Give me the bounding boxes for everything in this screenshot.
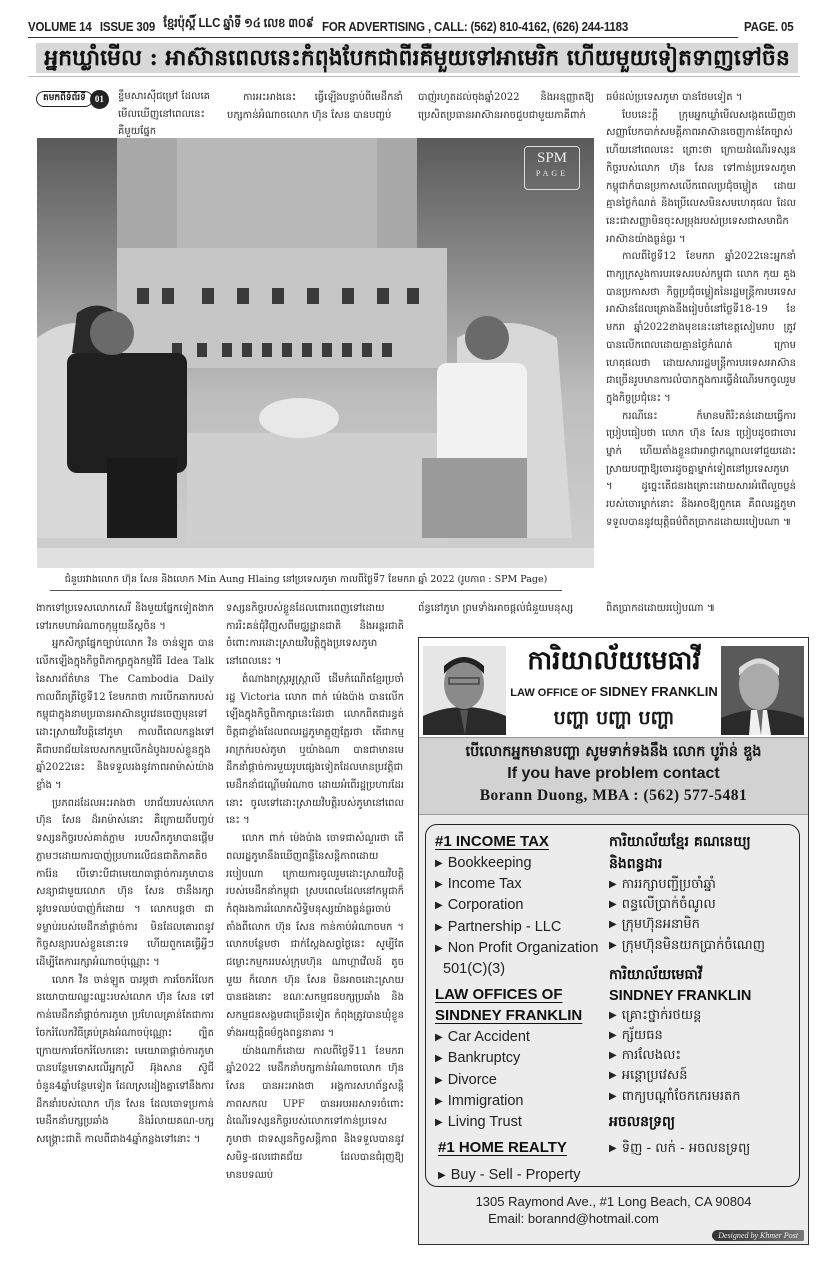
triangle-bullet-icon: ▶ <box>435 1074 443 1086</box>
article-paragraph: អ្នកសិក្សាផ្នែកច្បាប់លោក វិន ចាន់ឡូត បានលើកឡើងក្នុងកិច្ចពិភាក្សាក្នុងកម្មវិធី Idea Talk នៃសារព័ត៌មាន The Cambodia Daily កាលពីរាត្រីថ្ងៃទី12 ខែមករាថា ការបើកឆាករបស់កម្ពុជាក្នុងនាមប្រធានអាស៊ានប្តូរវេនចេញមុនទៅដោះស្រាយវិបត្តិនៅភូមា កាលពីពេលកន្លងទៅ គឺជាបរាជ័យនៃបេសកកម្មលើកដំបូងរបស់ខ្លួនក្នុងឆ្នាំ2022នេះ និងទទួលរងនូវភាពអាម៉ាស់យ៉ាងខ្លាំង ។ <box>36 638 214 792</box>
triangle-bullet-icon: ▶ <box>435 1032 443 1044</box>
triangle-bullet-icon: ▶ <box>609 1090 617 1102</box>
contact-english: If you have problem contact <box>507 765 720 782</box>
publisher-label: ខ្មែរប៉ុស្តិ៍ LLC ឆ្នាំទី ១៤ លេខ ៣០៩ <box>163 16 314 30</box>
contact-khmer: បើលោកអ្នកមានបញ្ហា សូមទាក់ទងនឹង លោក បូរ៉ាន់ ឌួង <box>465 744 762 760</box>
article-paragraph: ខ្ទឹមសារស៊ីជម្រៅ ដែលគេមើលឃើញនៅពេលនេះ គឺមួយផ្នែក <box>118 91 210 138</box>
ad-contact-band <box>419 738 808 815</box>
divider <box>28 76 800 77</box>
service-item: ▶ ពន្ធលើប្រាក់ចំណូល <box>609 897 716 913</box>
masthead <box>28 16 794 38</box>
law-office-advertisement <box>418 637 809 1245</box>
article-paragraph: ធម៌ដល់ប្រទេសភូមា បានថែមទៀត ។ <box>606 92 743 103</box>
ad-title-prefix: LAW OFFICE OF <box>510 687 597 699</box>
ad-problem-text: បញ្ហា បញ្ហា បញ្ហា <box>553 707 675 729</box>
article-paragraph: ពិតប្រាកដដោយរបៀបណា ៕ <box>606 603 715 614</box>
service-item: ▶ ក្ស័យធន <box>609 1028 663 1044</box>
service-item: ▶ ការរក្សាបញ្ជីប្រចាំឆ្នាំ <box>609 877 716 892</box>
office-email: Email: borannd@hotmail.com <box>488 1211 659 1226</box>
triangle-bullet-icon: ▶ <box>435 921 443 933</box>
article-paragraph: កាលពីថ្ងៃទី12 ខែមករា ឆ្នាំ2022នេះអ្នកនាំពាក្យក្រសួងការបរទេសរបស់កម្ពុជា លោក កុយ គួង បានប្រកាសថា កិច្ចប្រជុំចម្លៀតនៃរដ្ឋមន្ត្រីការបរទេសអាស៊ានដែលគ្រោងនឹងរៀបចំនៅថ្ងៃទី18-19 ខែមករា ឆ្នាំ2022ខាងមុខនេះនៅខេត្តសៀមរាប ត្រូវបានលើកពេលដោយគ្មានថ្ងៃកំណត់ ក្រោមហេតុផលថា ដោយសាររដ្ឋមន្ត្រីការបរទេសអាស៊ានជាច្រើនរូបមានការលំបាកក្នុងការធ្វើដំណើរមកចូលរួមក្នុងកិច្ចប្រជុំនេះ ។ <box>606 251 796 404</box>
service-item: ▶ អន្តោប្រវេសន៍ <box>609 1068 688 1084</box>
article-col4-bottom <box>606 600 796 620</box>
service-item: ▶ ទិញ - លក់ - អចលនទ្រព្យ <box>609 1140 751 1156</box>
article-headline: អ្នកឃ្លាំមើល : អាស៊ានពេលនេះកំពុងបែកជាពីរគឺមួយទៅអាមេរិក ហើយមួយទៀតទាញទៅចិន <box>36 43 798 73</box>
triangle-bullet-icon: ▶ <box>609 1050 617 1062</box>
ad-title-english <box>509 684 719 699</box>
triangle-bullet-icon: ▶ <box>438 1170 446 1182</box>
meeting-photo-illustration <box>37 138 594 568</box>
service-item: ▶ ពាក្យបណ្តាំចែកកេរមរតក <box>609 1088 741 1104</box>
services-heading: #1 INCOME TAX <box>435 833 549 850</box>
service-item: ▶ Bankruptcy <box>435 1050 521 1067</box>
article-paragraph: ងាកទៅប្រទេសលោកសេរី និងមួយផ្នែកទៀតងាកទៅរកមហាអំណាចកុម្មុយនីស្តចិន ។ <box>36 603 214 632</box>
contact-name-phone: Borann Duong, MBA : (562) 577-5481 <box>479 787 748 804</box>
article-paragraph: បែបនេះក្តី ក្រុមអ្នកឃ្លាំមើលសង្កេតឃើញថា សញ្ញាបែកបាក់សមគ្គីភាពអាស៊ានចេញកាន់តែច្បាស់ហើយនៅពេលនេះ ព្រោះថា ក្រោយដំណើរទស្សនកិច្ចរបស់លោក ហ៊ុន សែន ទៅកាន់ប្រទេសភូមា កម្ពុជាក៏បានប្រកាសលើកពេលប្រជុំចម្លៀត ដោយគ្មានថ្ងៃកំណត់ និងប្រើលេសមិនសមហេតុផល ដែលនេះជាសញ្ញាមិនចុះសម្រុងរបស់ប្រទេសជាសមាជិកអាស៊ានយ៉ាងធ្ងន់ធ្ងរ ។ <box>606 109 796 245</box>
service-item-sub: 501(C)(3) <box>443 961 506 978</box>
article-paragraph: ប្រភពដដែលអះអាងថា បរាជ័យរបស់លោក ហ៊ុន សែន ដ៏អាម៉ាស់នោះ គឺក្រោយពីបញ្ចប់ទស្សនកិច្ចរបស់គាត់ភ្លាម របបសឹកភូមាបានផ្តើមភ្លាមៗដោយការបាញ់ប្រហារលើជនជាតិភាគតិចការ៉ែន បើទោះបីជាមេយោធាផ្តាច់ការភូមាបានសន្យាជាមួយលោក ហ៊ុន សែន ថានឹងរក្សានូវបទឈប់បាញ់ក៏ដោយ ។ លោកបន្តថា ជាទម្លាប់របស់មេដឹកនាំផ្តាច់ការ មិនដែលគោរពនូវកិច្ចសន្យារបស់ខ្លួននោះទេ ហើយពួកគេធ្វើអ្វីៗដើម្បីតែការរក្សាអំណាចប៉ុណ្ណោះ ។ <box>36 797 214 969</box>
triangle-bullet-icon: ▶ <box>435 942 443 954</box>
article-col3-top <box>418 89 594 125</box>
triangle-bullet-icon: ▶ <box>609 919 617 931</box>
service-item: ▶ Non Profit Organization <box>435 939 599 956</box>
article-col4 <box>606 89 796 607</box>
article-paragraph: ការអះអាងនេះ ធ្វើឡើងបន្ទាប់ពីមេដឹកនាំ បក្សកាន់អំណាចលោក ហ៊ុន សែន បានបញ្ចប់ <box>227 92 403 121</box>
issue-label: ISSUE 309 <box>99 20 156 34</box>
watermark-main: SPM <box>536 150 568 166</box>
ad-title-name: SIDNEY FRANKLIN <box>599 684 718 699</box>
page-number: PAGE. 05 <box>743 20 794 34</box>
triangle-bullet-icon: ▶ <box>609 899 617 911</box>
services-english <box>435 831 605 1186</box>
service-item: ▶ Partnership - LLC <box>435 918 562 935</box>
triangle-bullet-icon: ▶ <box>435 879 443 891</box>
triangle-bullet-icon: ▶ <box>435 900 443 912</box>
article-paragraph: ព័ន្ធនៅភូមា ព្រមទាំងអាចផ្តល់ជំនួយមនុស្ស <box>418 603 574 614</box>
ad-header <box>419 638 808 738</box>
service-item: ▶ ក្រុមហ៊ុនអនាមិក <box>609 917 700 933</box>
ad-footer <box>419 1193 808 1227</box>
triangle-bullet-icon: ▶ <box>609 1030 617 1042</box>
services-heading: #1 HOME REALTY <box>438 1139 567 1157</box>
triangle-bullet-icon: ▶ <box>435 1095 443 1107</box>
service-item: ▶ Divorce <box>435 1071 497 1088</box>
continued-page-number: 01 <box>90 90 109 109</box>
services-heading: អចលនទ្រព្យ <box>609 1113 676 1130</box>
service-item: ▶ ក្រុមហ៊ុនមិនយកប្រាក់ចំណេញ <box>609 937 765 953</box>
triangle-bullet-icon: ▶ <box>609 1070 617 1082</box>
advertising-contact: FOR ADVERTISING , CALL: (562) 810-4162, (626) 244-1183 <box>322 20 629 34</box>
continued-label: តមកពីទំព័រទី <box>36 91 93 107</box>
service-item: ▶ ការលែងលះ <box>609 1048 682 1064</box>
volume-label: VOLUME 14 <box>28 20 92 34</box>
article-col2-top <box>227 89 403 125</box>
portrait-sidney-franklin <box>721 646 804 735</box>
article-paragraph: លោក ពាក់ ម៉េងប៉ាង ចោទជាសំណួរថា តើពលរដ្ឋភូមានឹងឃើញពន្លឺនៃសន្តិភាពដោយរបៀបណា ក្រោយការចូលរួមដោះស្រាយវិបត្តិរបស់មេដឹកនាំកម្ពុជា ស្របពេលដែលនៅកម្ពុជាក៏កំពុងរងការរំលោភសិទ្ធិមនុស្សយ៉ាងធ្ងន់ធ្ងរចាប់តាំងពីលោក ហ៊ុន សែន កាន់កាប់អំណាចមក ។ លោកបន្ថែមថា ជាក់ស្តែងសព្វថ្ងៃនេះ សូម្បីតែជម្លោះកម្មកររបស់ក្រុមហ៊ុន ណាហ្គាវើលដ៍ តូចមួយ ក៏លោក ហ៊ុន សែន មិនអាចដោះស្រាយបានផងនោះ ខណៈសកម្មជនបក្សប្រឆាំង និងសកម្មជនសង្គមជាច្រើនទៀត កំពុងត្រូវបានឃុំខ្លួនទាំងអយុត្តិធម៌ក្នុងពន្ធនាគារ ។ <box>226 833 404 1039</box>
triangle-bullet-icon: ▶ <box>435 1117 443 1129</box>
service-item: ▶ Buy - Sell - Property <box>438 1167 581 1184</box>
service-item: ▶ គ្រោះថ្នាក់រថយន្ត <box>609 1007 702 1023</box>
service-item: ▶ Bookkeeping <box>435 855 532 871</box>
article-paragraph: លោក វិន ចាន់ឡូត បារម្ភថា ការចែករំលែកនយោបាយឈ្លះឈ្លះរបស់លោក ហ៊ុន សែន ទៅកាន់មេដឹកនាំផ្តាច់ការភូមា ប្រហែលគ្រាន់តែជាការចែករំលែកវិធីគ្រប់គ្រងអំណាចប៉ុណ្ណោះ ព្បិតក្រោយការចែករំលែកនោះ មេយោធាផ្តាច់ការភូមាបានបន្ថែមទោសលើអ្នកស្រី អ៊ុងសាន ស៊ូជី ចំនួន4ឆ្នាំបន្ថែមទៀត ដែលស្រដៀងគ្នាទៅនឹងការដឹកនាំរបស់លោក ហ៊ុន សែន ដែលចោទប្រកាន់មេដឹកនាំបក្សប្រឆាំង និងរំលាយគណ-បក្សសង្គ្រោះជាតិ កាលពីជាង4ឆ្នាំកន្លងទៅនោះ ។ <box>36 974 214 1146</box>
services-heading: SINDNEY FRANKLIN <box>609 987 752 1004</box>
article-paragraph: ករណីនេះ ក៏មានមតិរិះគន់ដោយធ្វើការប្រៀបធៀបថា លោក ហ៊ុន សែន ប្រៀបដូចជាចោរម្នាក់ ហើយតាំងខ្លួនជាអាជ្ញាកណ្តាលទៅជួយដោះស្រាយបញ្ហាឱ្យចោរដូចគ្នាម្នាក់ទៀតនៅប្រទេសភូមា ។ ដូច្នេះតើជនរងគ្រោះដោយសារអំពើលួចប្លន់របស់ចោរម្នាក់នោះ នឹងអាចឱ្យពួកគេ គឺពលរដ្ឋភូមាទទួលបាននូវយុត្តិធម៌ពិតប្រាកដដោយរបៀបណា ៕ <box>606 410 796 528</box>
article-paragraph: យ៉ាងណាក៏ដោយ កាលពីថ្ងៃទី11 ខែមករា ឆ្នាំ2022 មេដឹកនាំបក្សកាន់អំណាចលោក ហ៊ុន សែន បានអះអាងថា អង្គការសហព័ន្ធសន្តិភាពសកល UPF បានអបអរសាទរចំពោះដំណើរទស្សនកិច្ចរបស់លោកទៅកាន់ប្រទេសភូមាថា ជាទស្សនកិច្ចសន្តិភាព និងទទួលបាននូវសមិទ្ធ-ផលជោគជ័យ ដែលបានជំរុញឱ្យមានបទឈប់ <box>226 1045 404 1181</box>
service-item: ▶ Income Tax <box>435 876 522 893</box>
article-paragraph: ទស្សនកិច្ចរបស់ខ្លួនដែលពោរពេញទៅដោយការរិះគន់ជុំវិញសពីមជ្ឈដ្ឋានជាតិ និងអន្តរជាតិ ចំពោះការដោះស្រាយវិបត្តិក្នុងប្រទេសភូមា នៅពេលនេះ ។ <box>226 603 404 668</box>
article-col2-bottom <box>226 600 404 1245</box>
triangle-bullet-icon: ▶ <box>609 939 617 951</box>
spm-watermark-logo <box>524 146 580 190</box>
designed-by-credit: Designed by Khmer Post <box>712 1230 804 1241</box>
service-item: ▶ Immigration <box>435 1092 524 1109</box>
triangle-bullet-icon: ▶ <box>435 858 443 869</box>
service-item: ▶ Living Trust <box>435 1114 522 1131</box>
triangle-bullet-icon: ▶ <box>609 879 617 890</box>
triangle-bullet-icon: ▶ <box>609 1009 617 1021</box>
services-heading: SINDNEY FRANKLIN <box>435 1007 583 1025</box>
photo-caption: ជំនួបរវាងលោក ហ៊ុន សែន និងលោក Min Aung Hlaing នៅប្រទេសភូមា កាលពីថ្ងៃទី7 ខែមករា ឆ្នាំ 2022 (រូបភាព : SPM Page) <box>50 572 562 591</box>
services-heading: LAW OFFICES OF <box>435 986 563 1004</box>
article-paragraph: តំណាងរាស្ត្រអូស្ត្រាលី ដើមកំណើតខ្មែរប្រចាំរដ្ឋ Victoria លោក ពាក់ ម៉េងប៉ាង បានលើកឡើងក្នុងកិច្ចពិភាក្សានេះដែរថា លោកពិតជារន្ធត់ចិត្តជាខ្លាំងដែលពលរដ្ឋភូមាត្អូញត្អែរថា តើជាកម្មអាក្រក់របស់ភូមា ឬយ៉ាងណា បានជាមានមេដឹកនាំផ្តាច់ការមួយរូបផ្សេងទៀតដែលមានប្រវត្តិជាមេដឹកនាំជណ្តើមអំណាច ដោយអំពើរដ្ឋប្រហារដែរនោះ ចូលទៅដោះស្រាយវិបត្តិរបស់ភូមានៅពេលនេះ ។ <box>226 673 404 827</box>
article-col1-bottom <box>36 600 214 1245</box>
triangle-bullet-icon: ▶ <box>609 1142 617 1154</box>
triangle-bullet-icon: ▶ <box>435 1053 443 1065</box>
service-item: ▶ Corporation <box>435 897 524 914</box>
news-photo <box>37 138 594 568</box>
services-heading: និងពន្ធដារ <box>609 856 663 872</box>
services-heading: ការិយាល័យមេធាវី <box>609 966 703 983</box>
services-khmer <box>609 831 797 1159</box>
ad-title-khmer: ការិយាល័យមេធាវី <box>527 646 701 676</box>
portrait-borann-duong <box>423 646 506 735</box>
service-item: ▶ Car Accident <box>435 1029 530 1046</box>
services-box <box>425 824 800 1187</box>
services-heading: ការិយាល័យខ្មែរ គណនេយ្យ <box>609 834 751 850</box>
article-paragraph: បាញ់រហូតដល់ចុងឆ្នាំ2022 និងអនុញ្ញាតឱ្យ ប្រេសិតប្រធានអាស៊ានអាចជួបជាមួយភាគីពាក់ <box>418 92 594 121</box>
watermark-sub: PAGE <box>535 169 569 178</box>
office-address: 1305 Raymond Ave., #1 Long Beach, CA 90804 <box>475 1194 752 1209</box>
article-col3-bottom <box>418 600 598 620</box>
